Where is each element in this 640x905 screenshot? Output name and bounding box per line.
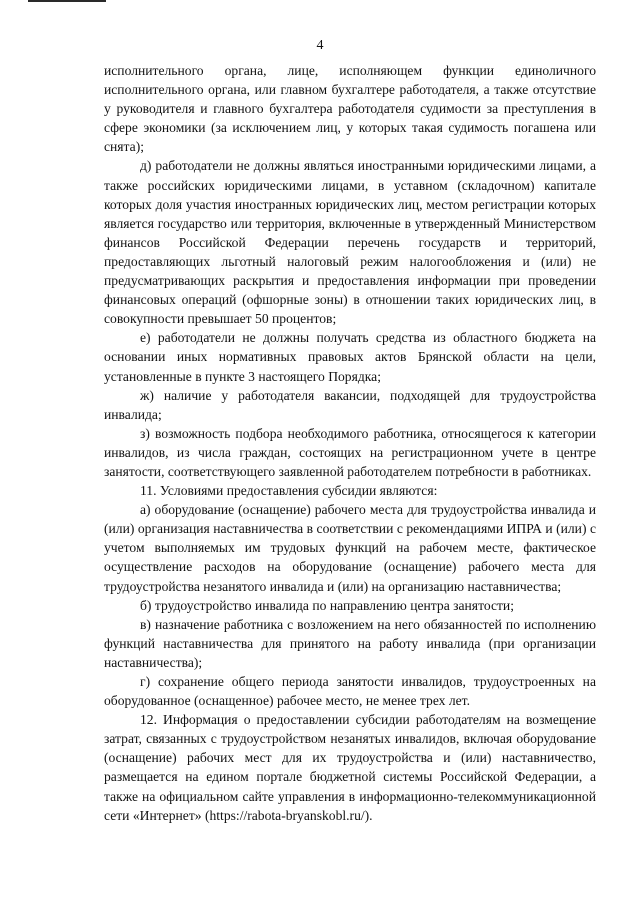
paragraph-item-z: з) возможность подбора необходимого работника, относящегося к категории инвалидов, из числа граждан, состоящих на регистрационном учете в центре занятости, соответствующего заявленной работодателем потребности в работниках. [104,425,596,479]
paragraph-section-12: 12. Информация о предоставлении субсидии работодателям на возмещение затрат, связанных с трудоустройством незанятых инвалидов, включая оборудование (оснащение) рабочих мест для их трудоустройства и (или) наставничество, размещается на едином портале бюджетной системы Российской Федерации, а также на официальном сайте управления в информационно-телекоммуникационной сети «Интернет» (https://rabota-bryanskobl.ru/). [104,712,596,823]
paragraph-item-v: в) назначение работника с возложением на него обязанностей по исполнению функций наставничества для принятого на работу инвалида (при организации наставничества); [104,616,596,670]
document-body [104,61,596,825]
paragraph-continuation: исполнительного органа, лице, исполняющем функции единоличного исполнительного органа, или главном бухгалтере работодателя, а также отсутствие у руководителя и главного бухгалтера работодателя судимости за преступления в сфере экономики (за исключением лиц, у которых такая судимость погашена или снята); [104,63,596,155]
paragraph-item-g: г) сохранение общего периода занятости инвалидов, трудоустроенных на оборудованное (оснащенное) рабочее место, не менее трех лет. [104,674,596,709]
paragraph-section-11: 11. Условиями предоставления субсидии являются: [140,483,438,499]
paragraph-item-e: е) работодатели не должны получать средства из областного бюджета на основании иных нормативных правовых актов Брянской области на цели, установленные в пункте 3 настоящего Порядка; [104,330,596,384]
paragraph-item-a: а) оборудование (оснащение) рабочего места для трудоустройства инвалида и (или) организация наставничества в соответствии с рекомендациями ИПРА и (или) с учетом выполняемых им трудовых функций на рабочем месте, фактическое осуществление расходов на оборудование (оснащение) рабочего места для трудоустройства незанятого инвалида и (или) на организацию наставничества; [104,502,596,594]
paragraph-item-d: д) работодатели не должны являться иностранными юридическими лицами, а также российских юридическими лицами, в уставном (складочном) капитале которых доля участия иностранных юридических лиц, местом регистрации которых является государство или территория, включенные в утвержденный Министерством финансов Российской Федерации перечень государств и территорий, предоставляющих льготный налоговый режим налогообложения и (или) не предусматривающих раскрытия и предоставления информации при проведении финансовых операций (офшорные зоны) в отношении таких юридических лиц, в совокупности превышает 50 процентов; [104,158,596,327]
scan-edge-mark [28,0,106,2]
page-number: 4 [316,38,324,53]
paragraph-item-zh: ж) наличие у работодателя вакансии, подходящей для трудоустройства инвалида; [104,387,596,422]
paragraph-item-b: б) трудоустройство инвалида по направлению центра занятости; [140,597,514,613]
